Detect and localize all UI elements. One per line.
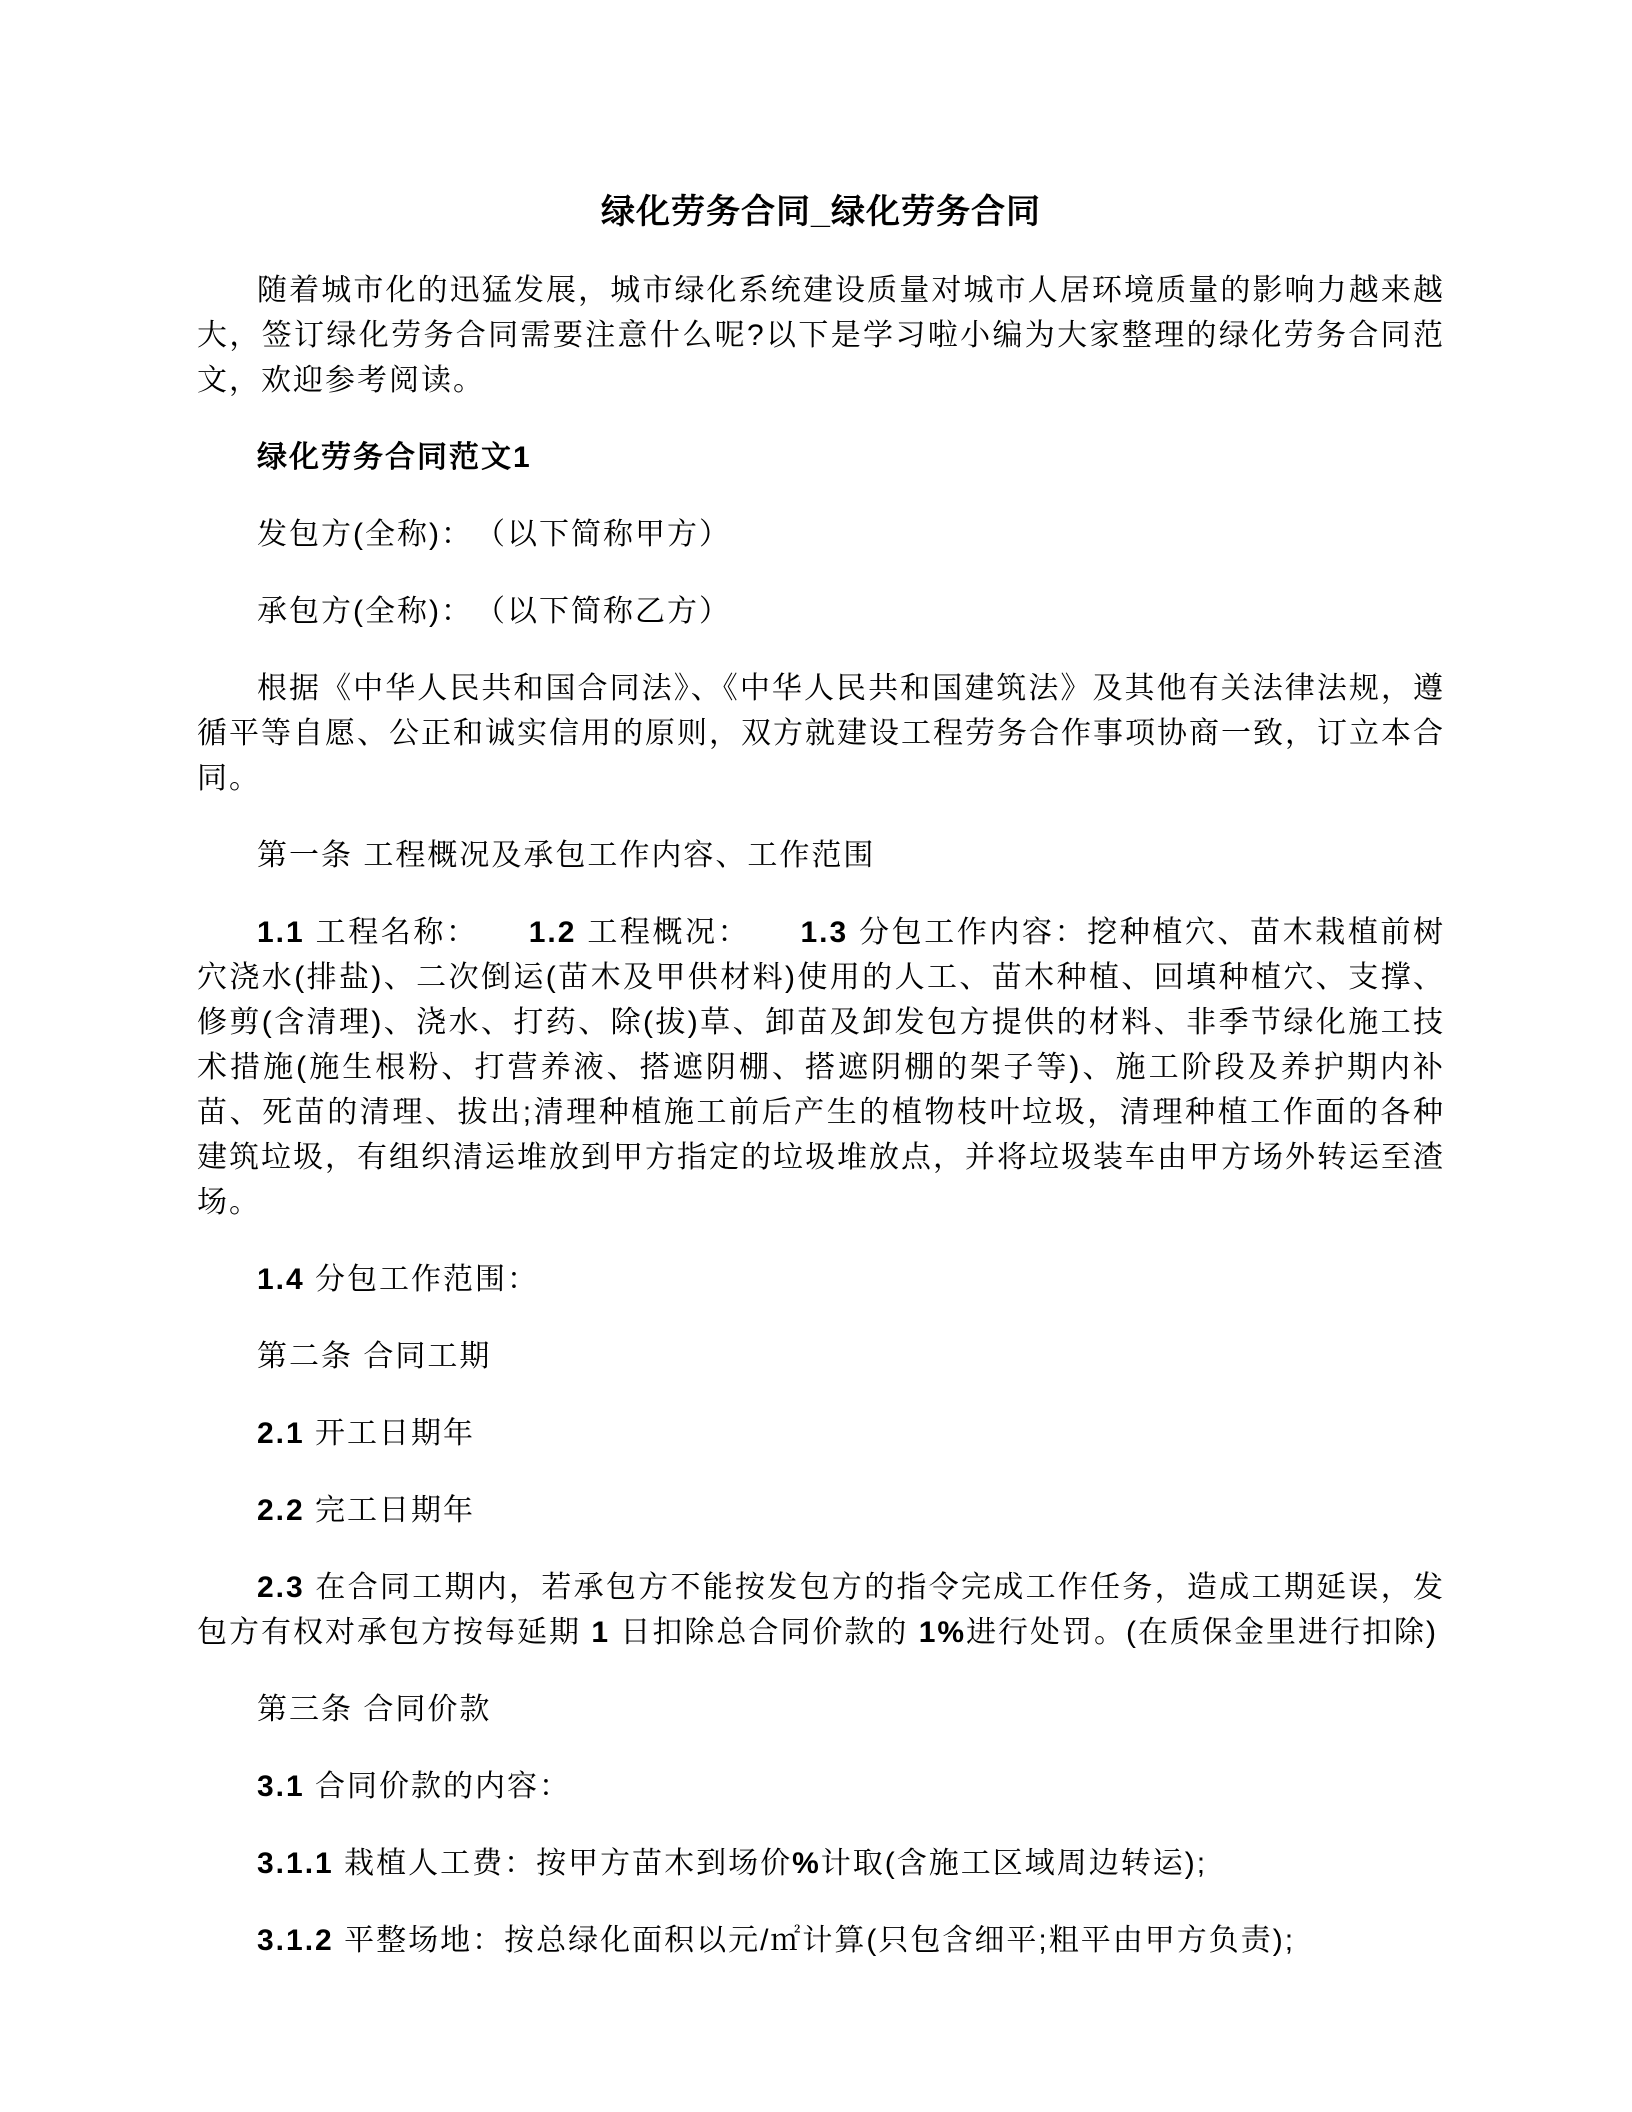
numeric-text: 3.1.2 [257, 1924, 334, 1957]
numeric-text: 3.1 [257, 1770, 305, 1803]
intro-paragraph: 随着城市化的迅猛发展，城市绿化系统建设质量对城市人居环境质量的影响力越来越大，签订绿化劳务合同需要注意什么呢?以下是学习啦小编为大家整理的绿化劳务合同范文，欢迎参考阅读。 [197, 274, 1445, 397]
party-a-line: 发包方(全称)： （以下简称甲方） [257, 518, 731, 551]
document-title: 绿化劳务合同_绿化劳务合同 [601, 193, 1041, 231]
numeric-text: 1.3 [800, 916, 849, 949]
numeric-text: 2.3 [257, 1571, 305, 1604]
clause-3-heading: 第三条 合同价款 [257, 1693, 492, 1726]
sample-1-heading: 绿化劳务合同范文1 [257, 441, 532, 474]
numeric-text: 3.1.1 [257, 1847, 334, 1880]
numeric-text: % [792, 1847, 821, 1880]
clause-3-1-2-line: 3.1.2 平整场地：按总绿化面积以元/㎡计算(只包含细平;粗平由甲方负责); [257, 1924, 1296, 1957]
clause-1-heading: 第一条 工程概况及承包工作内容、工作范围 [257, 839, 876, 872]
numeric-text: 2.2 [257, 1494, 305, 1527]
clause-2-1-line: 2.1 开工日期年 [257, 1417, 476, 1450]
document-body [197, 268, 1445, 1963]
numeric-text: 1.1 [257, 916, 305, 949]
clause-2-2-line: 2.2 完工日期年 [257, 1494, 476, 1527]
clause-3-1-1-line: 3.1.1 栽植人工费：按甲方苗木到场价%计取(含施工区域周边转运); [257, 1847, 1208, 1880]
clause-1-items-paragraph: 1.1 工程名称： 1.2 工程概况： 1.3 分包工作内容：挖种植穴、苗木栽植前树穴浇水(排盐)、二次倒运(苗木及甲供材料)使用的人工、苗木种植、回填种植穴、支撑、修剪(含清理)、浇水、打药、除(拔)草、卸苗及卸发包方提供的材料、非季节绿化施工技术措施(施生根粉、打营养液、搭遮阴棚、搭遮阴棚的架子等)、施工阶段及养护期内补苗、死苗的清理、拔出;清理种植施工前后产生的植物枝叶垃圾，清理种植工作面的各种建筑垃圾，有组织清运堆放到甲方指定的垃圾堆放点，并将垃圾装车由甲方场外转运至渣场。 [197, 916, 1445, 1219]
party-b-line: 承包方(全称)： （以下简称乙方） [257, 595, 731, 628]
numeric-text: 1 [591, 1616, 611, 1649]
clause-1-4-line: 1.4 分包工作范围： [257, 1263, 540, 1296]
legal-basis-paragraph: 根据《中华人民共和国合同法》、《中华人民共和国建筑法》及其他有关法律法规，遵循平等自愿、公正和诚实信用的原则，双方就建设工程劳务合作事项协商一致，订立本合同。 [197, 672, 1445, 795]
numeric-text: 1.2 [528, 916, 577, 949]
numeric-text: 2.1 [257, 1417, 305, 1450]
numeric-text: 1.4 [257, 1263, 305, 1296]
numeric-text: 1% [918, 1616, 967, 1649]
clause-2-heading: 第二条 合同工期 [257, 1340, 492, 1373]
clause-2-3-paragraph: 2.3 在合同工期内，若承包方不能按发包方的指令完成工作任务，造成工期延误，发包方有权对承包方按每延期 1 日扣除总合同价款的 1%进行处罚。(在质保金里进行扣除) [197, 1571, 1445, 1649]
clause-3-1-line: 3.1 合同价款的内容： [257, 1770, 572, 1803]
numeric-text: 1 [513, 441, 532, 474]
